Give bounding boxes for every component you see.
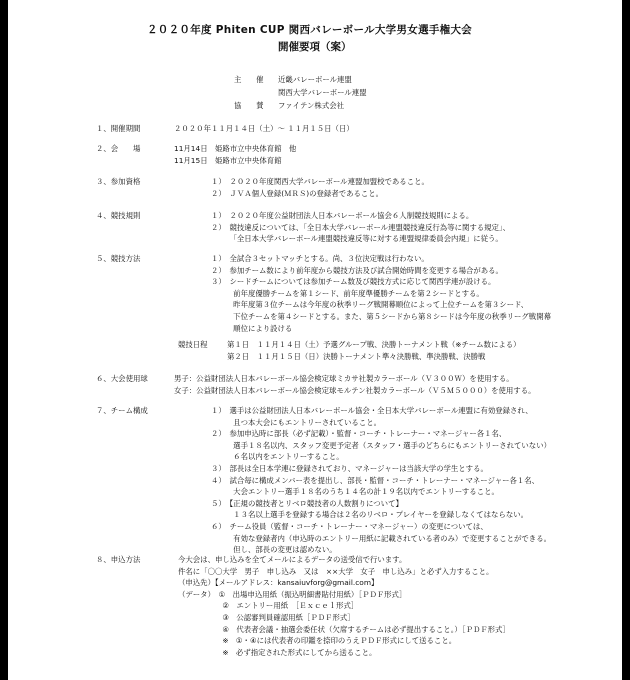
team-line: 但し、部長の変更は認めない。 xyxy=(211,545,337,555)
venue-line: 11月14日 姫路市立中央体育館 他 xyxy=(174,144,297,153)
section-eligibility-label: ３、参加資格 xyxy=(96,177,141,186)
organizer-cohost-name: 関西大学バレーボール連盟 xyxy=(278,88,367,97)
method-line: 下位チームを第４シードとする。また、第５シードから第８シードは今年度の秋季リーグ戦開幕 xyxy=(211,311,551,321)
method-line: ３） シードチームについては参加チーム数及び競技方式に応じて関西学連が設ける。 xyxy=(211,277,496,287)
organizer-sponsor-role: 協 賛 xyxy=(234,101,264,110)
method-line: 順位により設ける xyxy=(211,323,293,333)
section-ball-body xyxy=(174,373,535,396)
section-ball-label: ６、大会使用球 xyxy=(96,374,148,383)
schedule-line: 第２日 １１月１５日（日）決勝トーナメント準々決勝戦、準決勝戦、決勝戦 xyxy=(227,351,486,361)
section-rules-label: ４、競技規則 xyxy=(96,211,141,220)
section-method-body xyxy=(211,253,551,334)
application-line: （申込先）【メールアドレス：kansaiuvforg@gmail.com】 xyxy=(178,578,379,588)
section-method-label: ５、競技方法 xyxy=(96,254,141,263)
team-line: 有効な登録者内（申込時のエントリー用紙に記載されている者のみ）で変更することができる。 xyxy=(211,533,551,543)
section-application-label: ８、申込方法 xyxy=(96,555,141,564)
application-line: ④ 代表者会議・抽選会委任状（欠席するチームは必ず提出すること。）［ＰＤＦ形式］ xyxy=(178,624,510,634)
rules-line: １） ２０２０年度公益財団法人日本バレーボール協会６人制競技規則による。 xyxy=(211,211,474,220)
section-period-text: ２０２０年１１月１４日（土）～ １１月１５日（日） xyxy=(174,124,354,133)
application-line: ② エントリー用紙 ［Ｅｘｃｅｌ形式］ xyxy=(178,601,359,611)
method-line: 昨年度第３位チームは今年度の秋季リーグ戦開幕順位によって上位チームを第３シード、 xyxy=(211,300,529,310)
section-application-body xyxy=(178,554,510,658)
organizer-sponsor-name: ファイテン株式会社 xyxy=(278,101,344,110)
document-subtitle: 開催要項（案） xyxy=(278,41,352,53)
team-line: ６名以内をエントリーすること。 xyxy=(211,452,344,462)
application-line: （データ） ① 出場申込用紙（振込明細書貼付用紙）［ＰＤＦ形式］ xyxy=(178,589,407,599)
rules-line: 「全日本大学バレーボール連盟競技違反等に対する連盟規律委員会内規」に従う。 xyxy=(211,234,503,244)
schedule-line: 第１日 １１月１４日（土）予選グループ戦、決勝トーナメント戦（※チーム数による） xyxy=(227,340,521,349)
section-rules-body xyxy=(211,210,510,245)
organizer-host-name: 近畿バレーボール連盟 xyxy=(278,75,352,84)
team-line: 且つ本大会にもエントリーされていること。 xyxy=(211,417,381,427)
section-venue-label: ２、会 場 xyxy=(96,144,141,153)
application-line: ※ 必ず指定された形式にしてから送ること。 xyxy=(178,647,377,657)
application-line: ③ 公認審判員確認用紙［ＰＤＦ形式］ xyxy=(178,612,355,622)
team-line: ３） 部長は全日本学連に登録されており、マネージャーは当該大学の学生とする。 xyxy=(211,463,488,473)
method-line: 前年度優勝チームを第１シード、前年度準優勝チームを第２シードとする。 xyxy=(211,288,484,298)
schedule-body xyxy=(227,339,521,362)
team-line: １３名以上選手を登録する場合は２名のリベロ・プレイヤーを登録しなくてはならない。 xyxy=(211,510,528,520)
ball-line: 女子：公益財団法人日本バレーボール協会検定球モルテン社製カラーボール（Ｖ５Ｍ５０００）を使用する。 xyxy=(174,385,536,395)
method-line: １） 全試合３セットマッチとする。尚、３位決定戦は行わない。 xyxy=(211,254,429,263)
application-line: 今大会は、申し込みを全てメールによるデータの送受信で行います。 xyxy=(178,555,407,564)
document-page xyxy=(8,0,622,680)
ball-line: 男子：公益財団法人日本バレーボール協会検定球ミカサ社製カラーボール（Ｖ３００Ｗ）を使用する。 xyxy=(174,374,514,383)
team-line: １） 選手は公益財団法人日本バレーボール協会・全日本大学バレーボール連盟に有効登録され、 xyxy=(211,406,533,415)
document-title: ２０２０年度 Phiten CUP 関西バレーボール大学男女選手権大会 xyxy=(147,24,473,36)
eligibility-line: １） ２０２０年度関西大学バレーボール連盟加盟校であること。 xyxy=(211,177,429,186)
section-venue-body xyxy=(174,143,296,166)
application-line: 件名に「〇〇大学 男子 申し込み 又は ××大学 女子 申し込み」と必ず入力すること。 xyxy=(178,566,494,576)
section-eligibility-body xyxy=(211,176,429,199)
team-line: 大会エントリー選手１８名のうち１４名の計１９名以内でエントリーすること。 xyxy=(211,487,499,497)
eligibility-line: ２） ＪＶＡ個人登録(ＭＲＳ)の登録者であること。 xyxy=(211,188,384,198)
section-team-label: ７、チーム構成 xyxy=(96,406,148,415)
team-line: ５） 【正規の競技者とリベロ競技者の人数割りについて】 xyxy=(211,498,403,508)
team-line: ４） 試合毎に構成メンバー表を提出し、部長・監督・コーチ・トレーナー・マネージャー各１名、 xyxy=(211,475,540,485)
rules-line: ２） 競技違反については、「全日本大学バレーボール連盟競技違反行為等に関する規定」、 xyxy=(211,222,511,232)
section-team-body xyxy=(211,405,551,556)
team-line: ２） 参加申込時に部長（必ず記載）・監督・コーチ・トレーナー・マネージャー各１名、 xyxy=(211,429,507,439)
schedule-label: 競技日程 xyxy=(178,340,208,349)
venue-line: 11月15日 姫路市立中央体育館 xyxy=(174,155,282,165)
team-line: ６） チーム役員（監督・コーチ・トレーナー・マネージャー）の変更については、 xyxy=(211,521,488,531)
method-line: ２） 参加チーム数により前年度から競技方法及び試合開始時間を変更する場合がある。 xyxy=(211,265,503,275)
section-period-label: １、開催期間 xyxy=(96,124,141,133)
application-line: ※ ①・④には代表者の印鑑を捺印のうえＰＤＦ形式にして送ること。 xyxy=(178,636,457,646)
team-line: 選手１８名以内、スタッフ変更予定者（スタッフ・選手のどちらにもエントリーされていない） xyxy=(211,440,551,450)
organizer-host-role: 主 催 xyxy=(234,75,264,84)
